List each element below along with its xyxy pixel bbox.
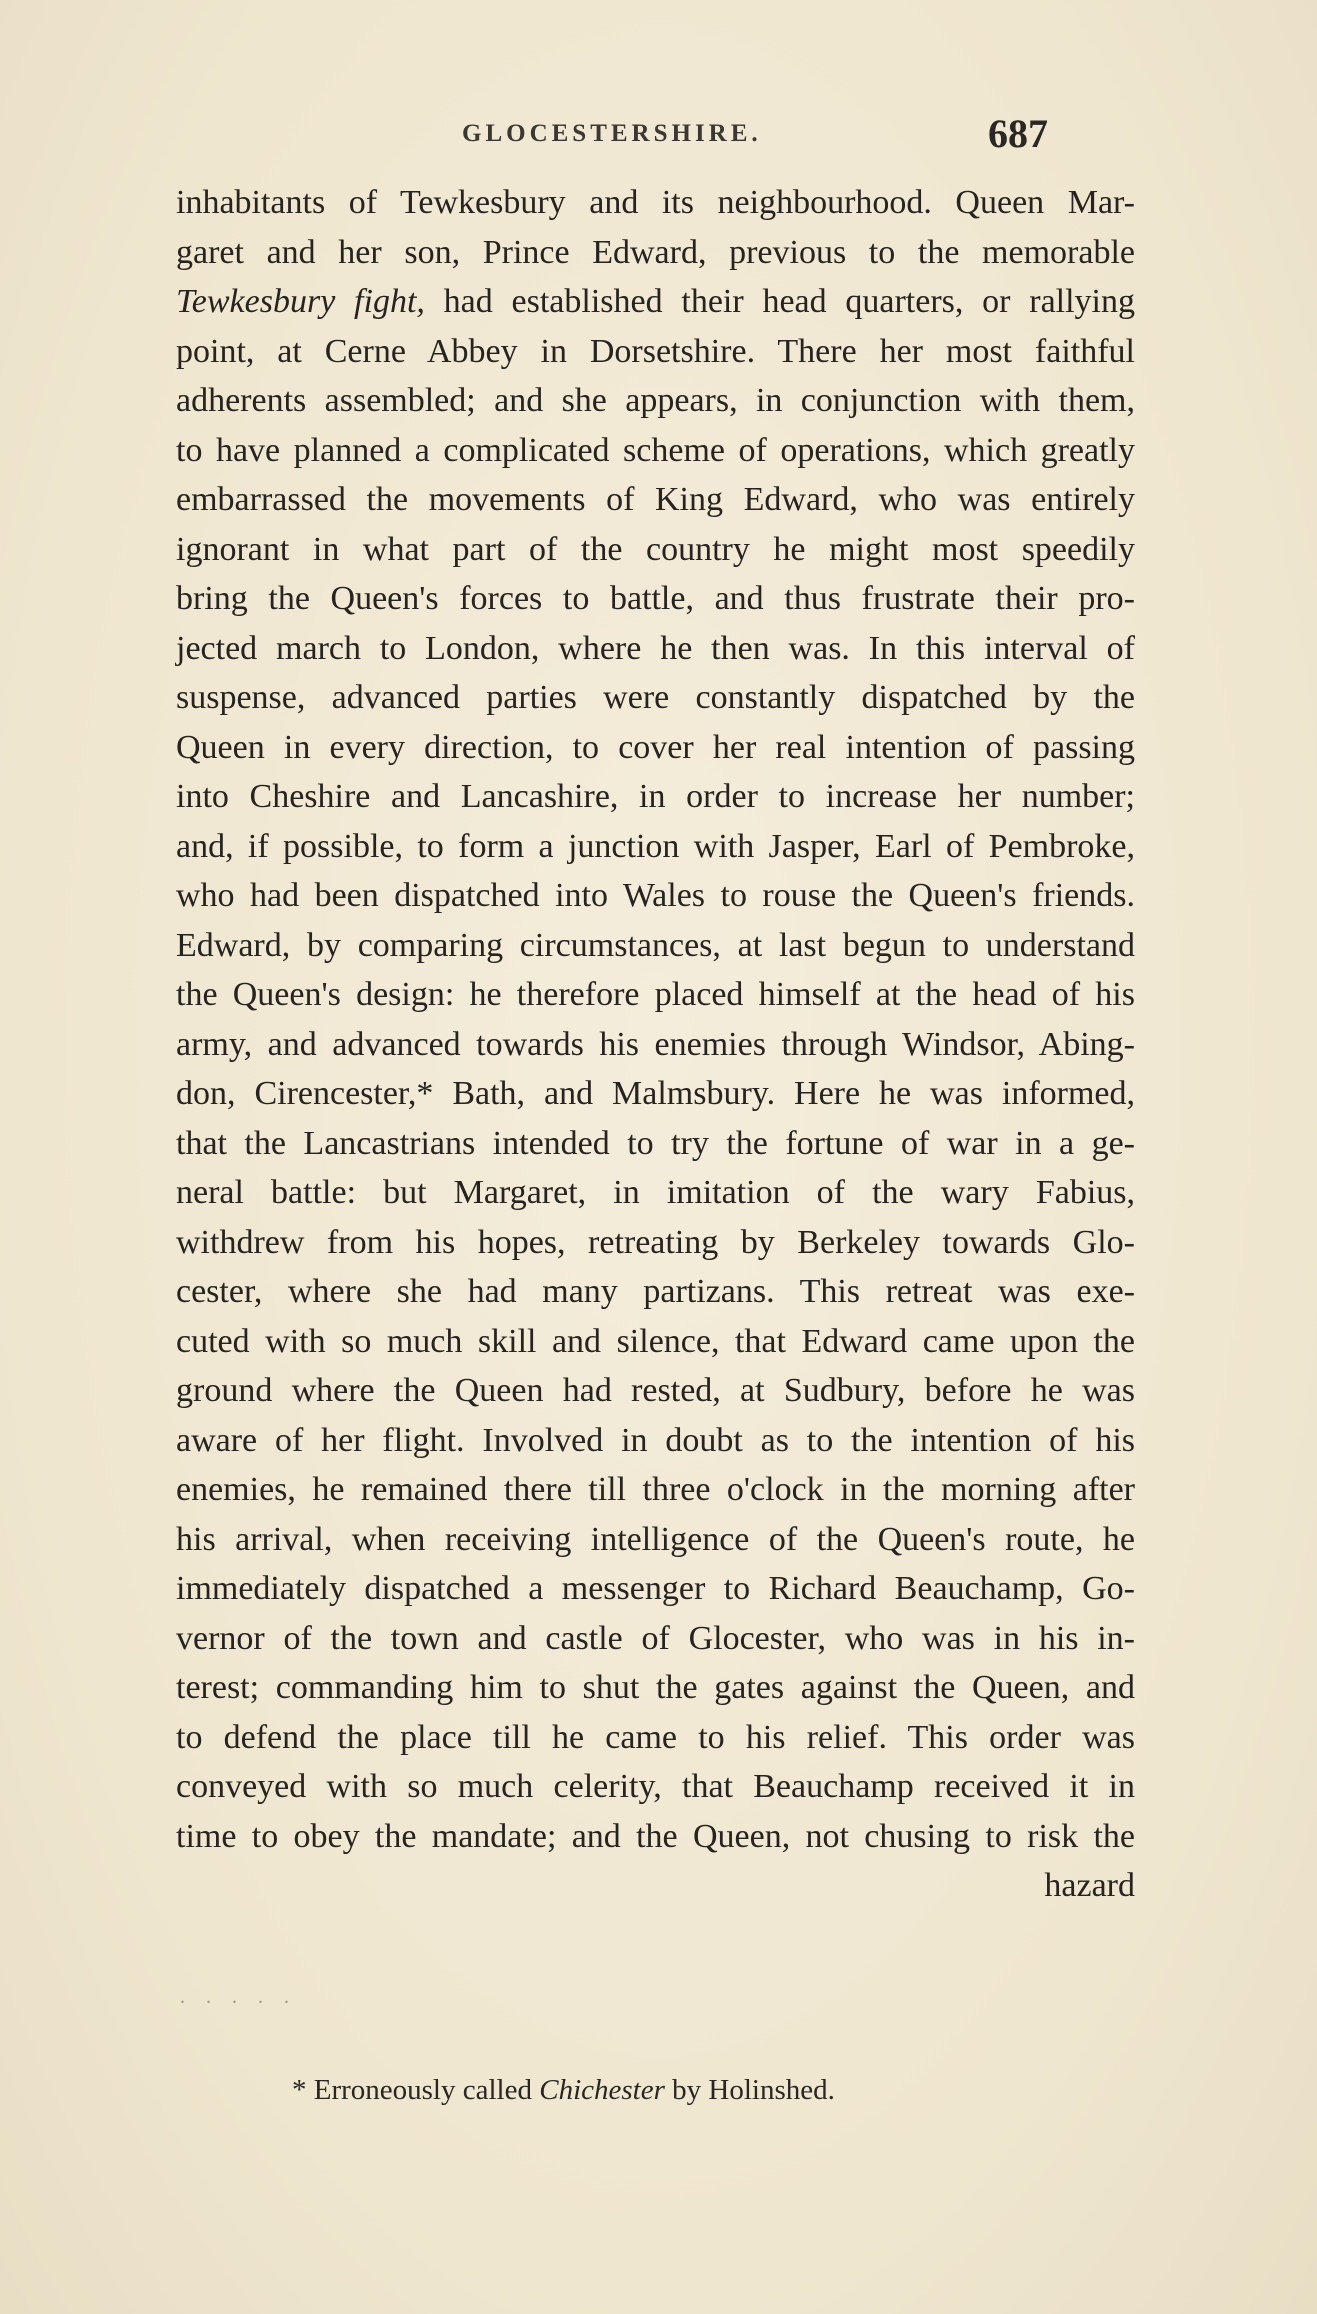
text-line: cester, where she had many partizans. This retreat was exe- (176, 1273, 1135, 1310)
text-line: bring the Queen's forces to battle, and thus frustrate their pro- (176, 580, 1135, 617)
text-line: point, at Cerne Abbey in Dorsetshire. There her most faithful (176, 332, 1135, 370)
text-line: terest; commanding him to shut the gates against the Queen, and (176, 1669, 1135, 1706)
italic-phrase: Tewkesbury fight, (176, 283, 425, 320)
footnote-text-after: by Holinshed. (672, 2074, 835, 2106)
running-head (0, 106, 1317, 156)
text-line: Edward, by comparing circumstances, at last begun to understand (176, 926, 1135, 964)
footnote-marker: * (292, 2074, 307, 2106)
text-line: neral battle: but Margaret, in imitation of the wary Fabius, (176, 1174, 1135, 1211)
page-number: 687 (988, 111, 1048, 156)
text-line-rest: had established their head quarters, or rallying (424, 283, 1135, 320)
footnote (292, 2074, 835, 2107)
text-line: garet and her son, Prince Edward, previous to the memorable (176, 233, 1135, 271)
text-line: ignorant in what part of the country he might most speedily (176, 530, 1135, 568)
text-line: aware of her flight. Involved in doubt as to the intention of his (176, 1421, 1135, 1459)
body-text (176, 178, 1135, 1911)
text-line: Queen in every direction, to cover her real intention of passing (176, 728, 1135, 766)
text-line: inhabitants of Tewkesbury and its neighbourhood. Queen Mar- (176, 184, 1135, 221)
text-line: cuted with so much skill and silence, that Edward came upon the (176, 1322, 1135, 1360)
stray-ink-marks: . . . . . (180, 1986, 297, 2008)
text-line: conveyed with so much celerity, that Beauchamp received it in (176, 1768, 1135, 1805)
text-line: suspense, advanced parties were constantly dispatched by the (176, 679, 1135, 716)
text-line: the Queen's design: he therefore placed himself at the head of his (176, 976, 1135, 1013)
text-line (176, 277, 1135, 327)
text-line: to defend the place till he came to his relief. This order was (176, 1718, 1135, 1756)
text-line: adherents assembled; and she appears, in conjunction with them, (176, 382, 1135, 419)
text-line: vernor of the town and castle of Glocester, who was in his in- (176, 1619, 1135, 1657)
text-line: who had been dispatched into Wales to rouse the Queen's friends. (176, 877, 1135, 914)
text-line: and, if possible, to form a junction with Jasper, Earl of Pembroke, (176, 827, 1135, 865)
text-line: ground where the Queen had rested, at Sudbury, before he was (176, 1372, 1135, 1409)
text-line: time to obey the mandate; and the Queen, not chusing to risk the (176, 1817, 1135, 1855)
catchword: hazard (1044, 1867, 1135, 1904)
running-title: GLOCESTERSHIRE. (462, 120, 762, 147)
text-line: jected march to London, where he then was. In this interval of (176, 629, 1135, 667)
text-line: enemies, he remained there till three o'clock in the morning after (176, 1471, 1135, 1508)
text-line: to have planned a complicated scheme of operations, which greatly (176, 431, 1135, 469)
footnote-text-before: Erroneously called (313, 2074, 532, 2106)
text-line: his arrival, when receiving intelligence of the Queen's route, he (176, 1520, 1135, 1558)
text-line: withdrew from his hopes, retreating by Berkeley towards Glo- (176, 1223, 1135, 1261)
text-line: don, Cirencester,* Bath, and Malmsbury. Here he was informed, (176, 1075, 1135, 1112)
text-line: into Cheshire and Lancashire, in order to increase her number; (176, 778, 1135, 815)
footnote-italic-word: Chichester (539, 2074, 665, 2106)
text-line: that the Lancastrians intended to try the fortune of war in a ge- (176, 1124, 1135, 1162)
text-line: army, and advanced towards his enemies through Windsor, Abing- (176, 1025, 1135, 1063)
text-line: immediately dispatched a messenger to Richard Beauchamp, Go- (176, 1570, 1135, 1607)
text-line: embarrassed the movements of King Edward, who was entirely (176, 481, 1135, 518)
